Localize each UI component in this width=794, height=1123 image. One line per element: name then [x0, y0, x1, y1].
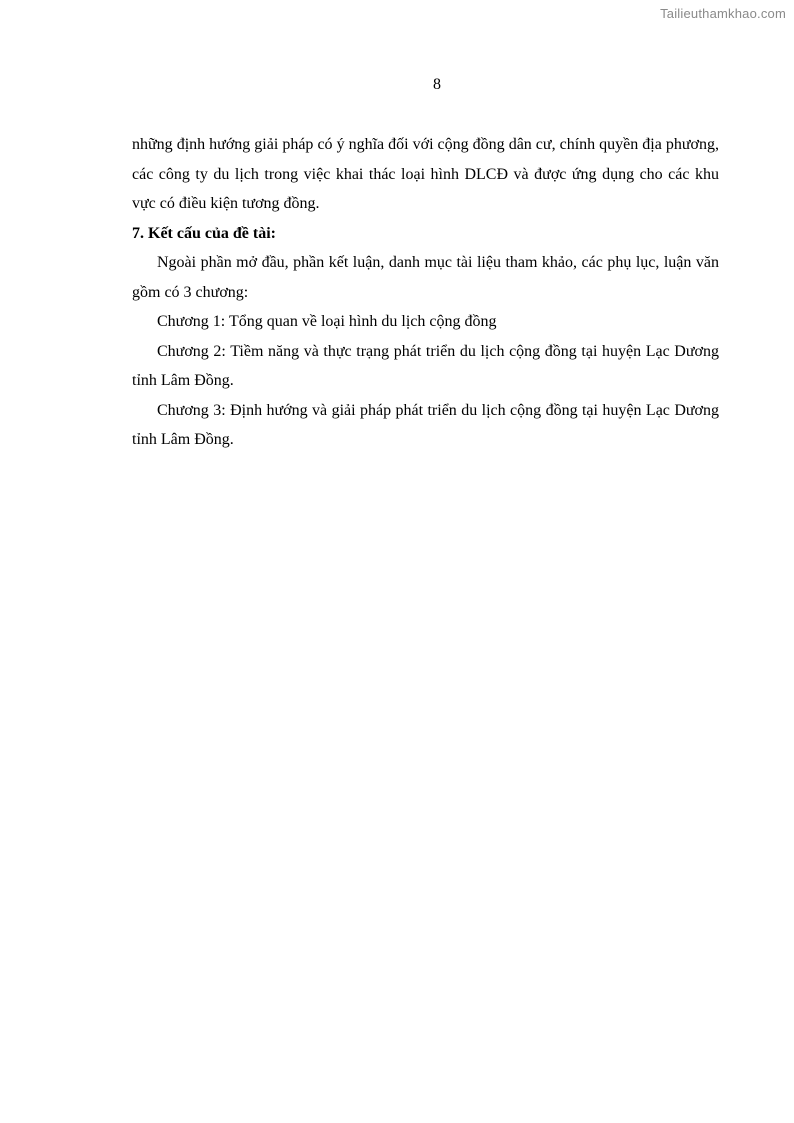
watermark: Tailieuthamkhao.com: [660, 6, 786, 21]
chapter-1-line: Chương 1: Tổng quan về loại hình du lịch cộng đồng: [157, 313, 497, 330]
page-number: 8: [433, 76, 441, 93]
chapter-3-line: Chương 3: Định hướng và giải pháp phát triển du lịch cộng đồng tại huyện Lạc Dương tỉnh Lâm Đồng.: [132, 401, 719, 448]
paragraph-intro: những định hướng giải pháp có ý nghĩa đối với cộng đồng dân cư, chính quyền địa phương, các công ty du lịch trong việc khai thác loại hình DLCĐ và được ứng dụng cho các khu vực có điều kiện tương đồng.: [132, 136, 719, 212]
paragraph-structure: Ngoài phần mở đầu, phần kết luận, danh mục tài liệu tham khảo, các phụ lục, luận văn gồm có 3 chương:: [132, 254, 719, 301]
section-heading: 7. Kết cấu của đề tài:: [132, 224, 276, 242]
chapter-2-line: Chương 2: Tiềm năng và thực trạng phát triển du lịch cộng đồng tại huyện Lạc Dương tỉnh Lâm Đồng.: [132, 342, 719, 389]
document-body: [132, 130, 719, 455]
